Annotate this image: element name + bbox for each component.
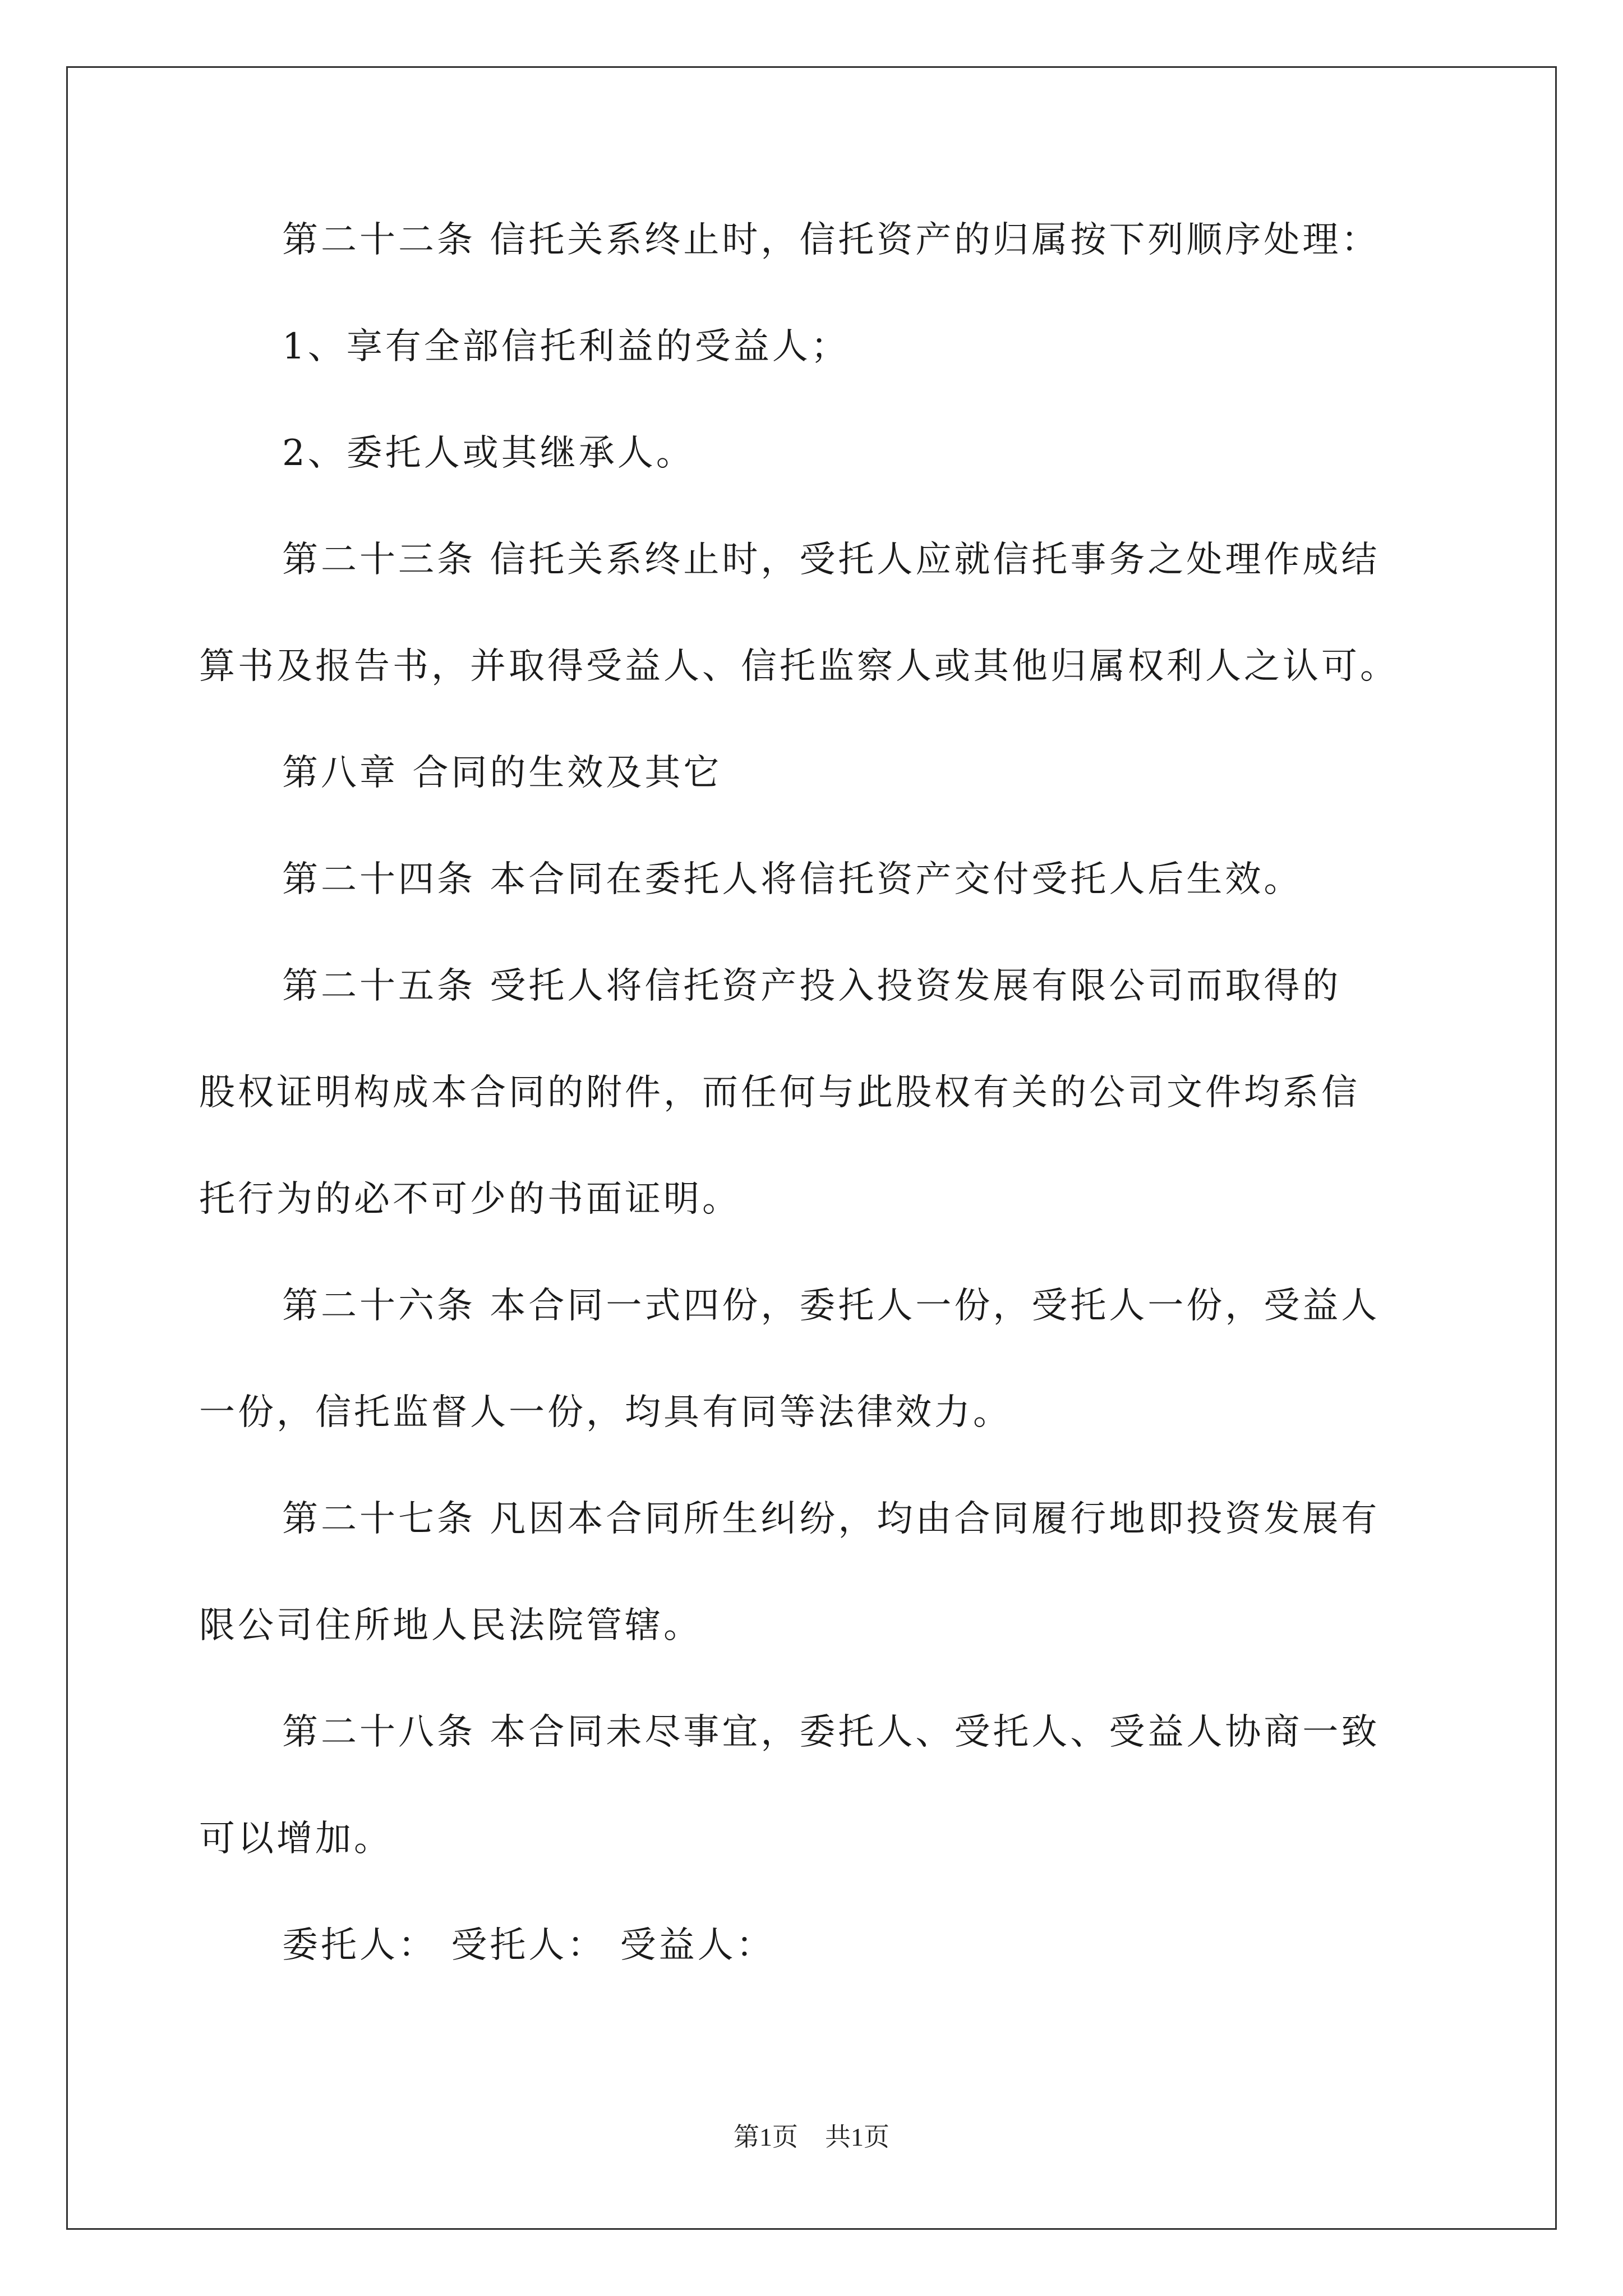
paragraph-line: 第二十三条 信托关系终止时，受托人应就信托事务之处理作成结 <box>282 539 1380 581</box>
chapter-heading: 第八章 合同的生效及其它 <box>282 752 722 794</box>
paragraph-line: 一份，信托监督人一份，均具有同等法律效力。 <box>199 1392 1012 1433</box>
paragraph-line: 第二十二条 信托关系终止时，信托资产的归属按下列顺序处理： <box>282 219 1380 261</box>
page-footer <box>0 2120 1623 2154</box>
paragraph-line: 第二十六条 本合同一式四份，委托人一份，受托人一份，受益人 <box>282 1285 1380 1327</box>
paragraph-line: 第二十五条 受托人将信托资产投入投资发展有限公司而取得的 <box>282 965 1341 1007</box>
paragraph-line: 股权证明构成本合同的附件，而任何与此股权有关的公司文件均系信 <box>199 1072 1360 1114</box>
page-number-total: 共1页 <box>825 2123 889 2151</box>
paragraph-line: 2、委托人或其继承人。 <box>282 432 695 474</box>
paragraph-line: 第二十四条 本合同在委托人将信托资产交付受托人后生效。 <box>282 859 1303 900</box>
paragraph-line: 第二十七条 凡因本合同所生纠纷，均由合同履行地即投资发展有 <box>282 1498 1380 1540</box>
paragraph-line: 可以增加。 <box>199 1818 393 1860</box>
page-number-current: 第1页 <box>734 2123 798 2151</box>
paragraph-line: 托行为的必不可少的书面证明。 <box>199 1179 741 1220</box>
paragraph-line: 限公司住所地人民法院管辖。 <box>199 1605 702 1646</box>
document-body <box>199 213 1433 1972</box>
paragraph-line: 算书及报告书，并取得受益人、信托监察人或其他归属权利人之认可。 <box>199 646 1399 687</box>
paragraph-line: 第二十八条 本合同未尽事宜，委托人、受托人、受益人协商一致 <box>282 1711 1380 1753</box>
signature-line: 委托人： 受托人： 受益人： <box>282 1925 775 1966</box>
paragraph-line: 1、享有全部信托利益的受益人； <box>282 326 850 367</box>
